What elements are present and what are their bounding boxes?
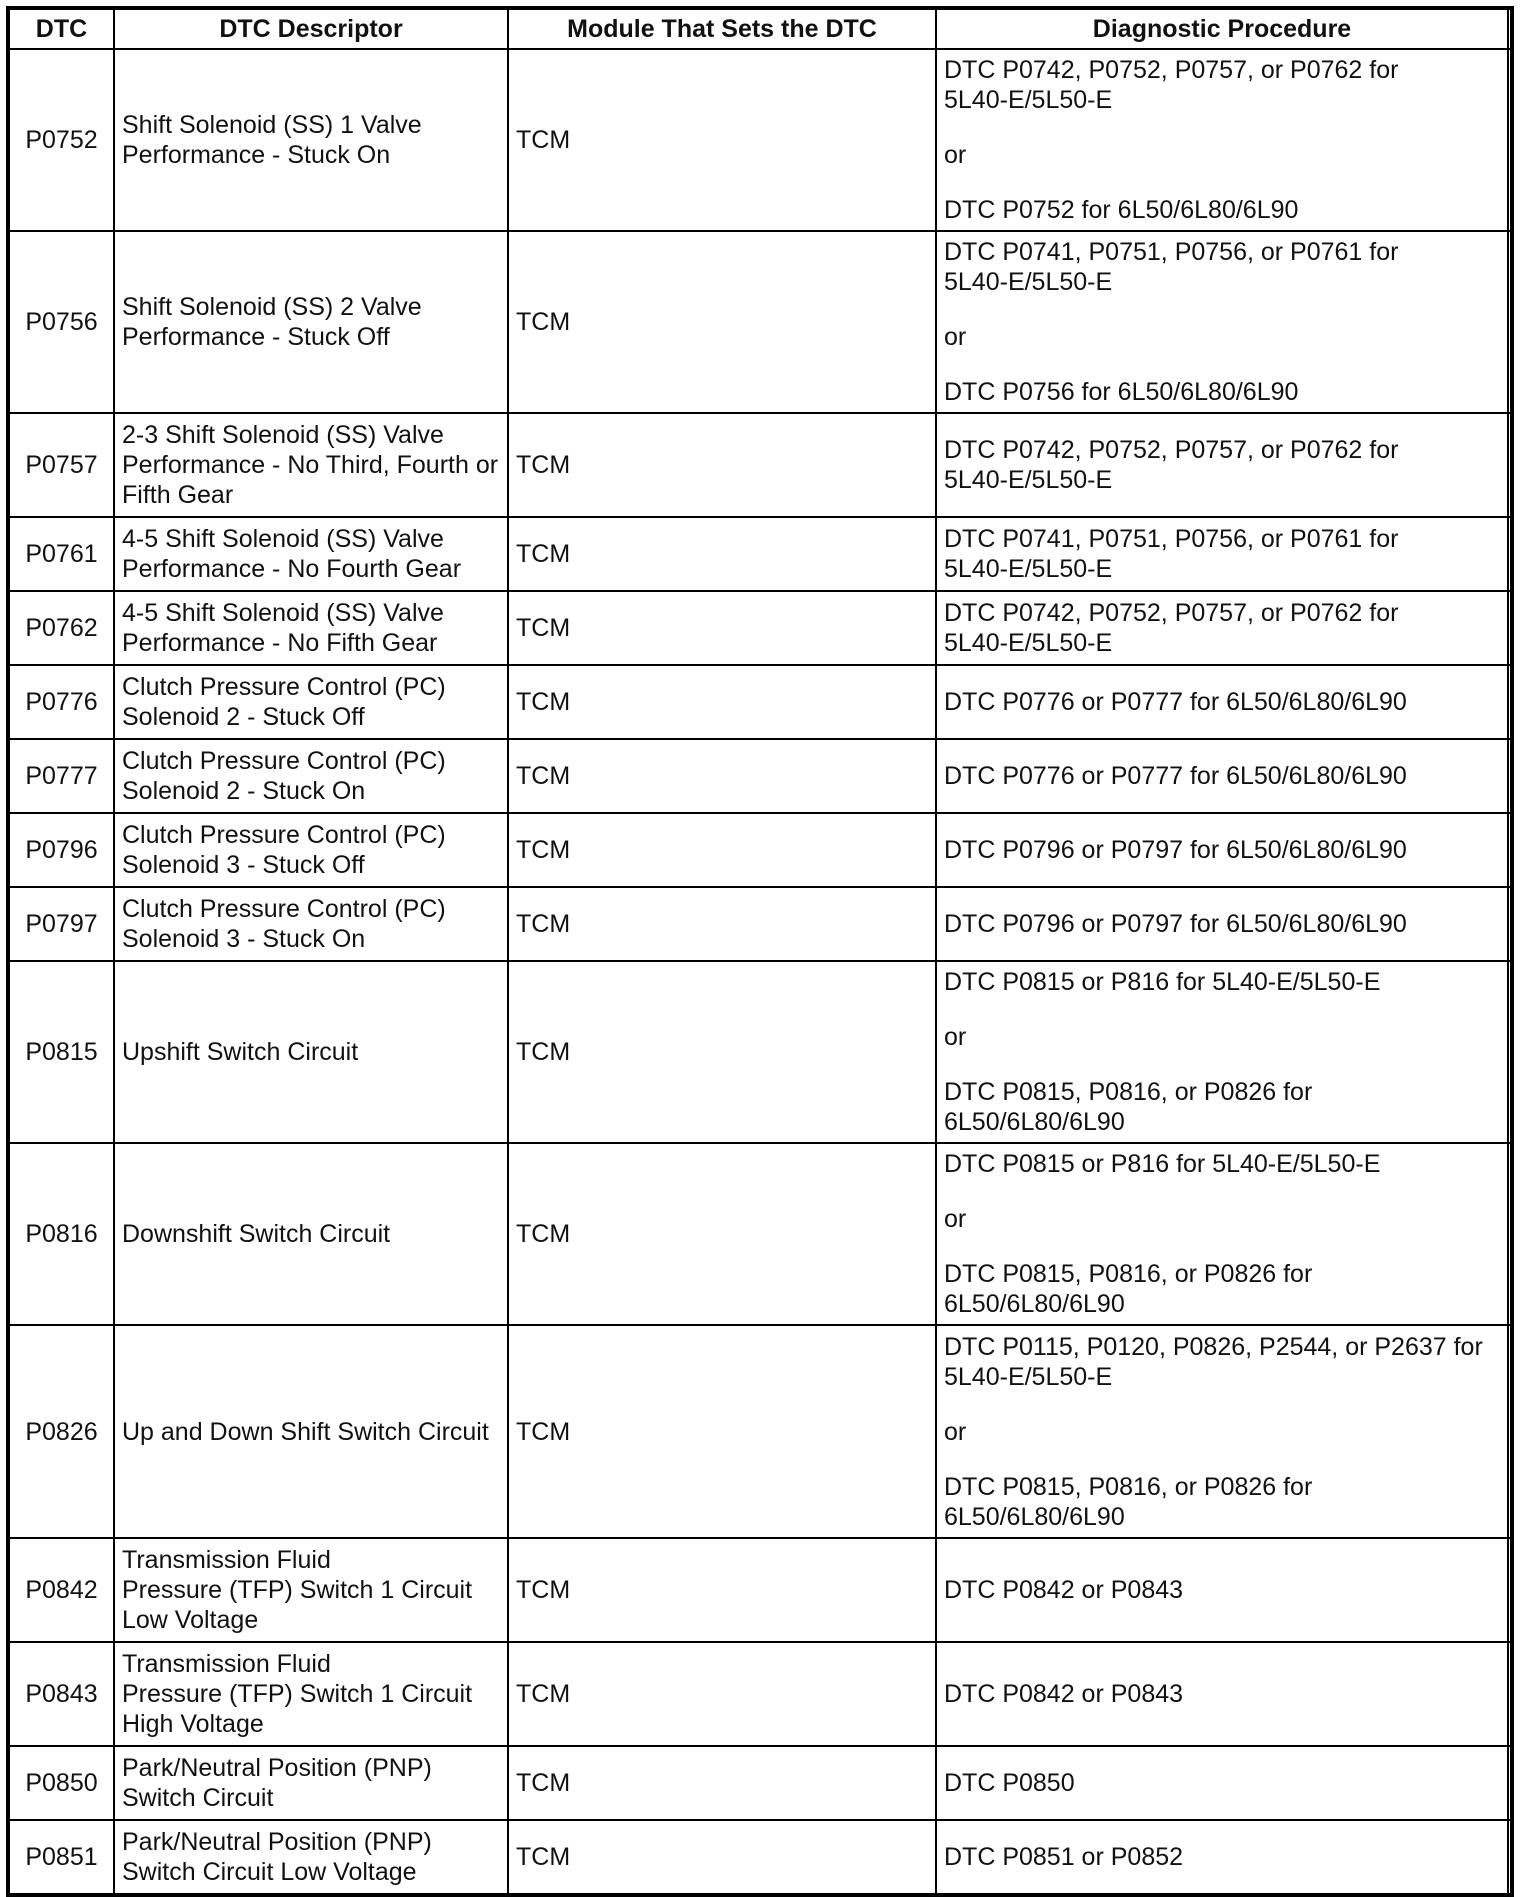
procedure-line: or [944,1023,967,1051]
dtc-descriptor-cell [114,887,508,961]
dtc-descriptor-cell [114,413,508,517]
procedure-line: DTC P0741, P0751, P0756, or P0761 for [944,238,1399,266]
descriptor-line: Park/Neutral Position (PNP) [122,1828,432,1856]
table-row [8,813,1512,887]
dtc-descriptor-cell [114,1642,508,1746]
descriptor-line: Shift Solenoid (SS) 2 Valve [122,293,422,321]
diagnostic-procedure-cell [936,1538,1508,1642]
procedure-line: DTC P0742, P0752, P0757, or P0762 for [944,599,1399,627]
descriptor-line: Transmission Fluid [122,1650,331,1678]
table-row [8,517,1512,591]
table-row [8,413,1512,517]
dtc-descriptor-cell [114,1746,508,1820]
procedure-line: 5L40-E/5L50-E [944,466,1113,494]
dtc-code-cell: P0815 [8,961,114,1143]
right-edge-cell [1508,813,1512,887]
right-edge-cell [1508,231,1512,413]
table-row [8,1642,1512,1746]
module-cell: TCM [508,665,936,739]
table-row [8,887,1512,961]
right-edge-cell [1508,961,1512,1143]
procedure-line: 5L40-E/5L50-E [944,1362,1113,1391]
module-cell: TCM [508,1820,936,1895]
descriptor-line: Park/Neutral Position (PNP) [122,1754,432,1782]
diagnostic-procedure-cell [936,49,1508,231]
dtc-code-cell: P0777 [8,739,114,813]
table-row [8,665,1512,739]
procedure-line: DTC P0851 or P0852 [944,1843,1184,1871]
procedure-line: DTC P0842 or P0843 [944,1576,1184,1604]
dtc-code-cell: P0816 [8,1143,114,1325]
descriptor-line: Solenoid 3 - Stuck On [122,925,366,953]
table-row [8,1325,1512,1538]
dtc-code-cell: P0851 [8,1820,114,1895]
descriptor-line: 4-5 Shift Solenoid (SS) Valve [122,599,444,627]
dtc-descriptor-cell [114,961,508,1143]
procedure-spacer [944,1447,1500,1472]
descriptor-line: Performance - No Fifth Gear [122,629,438,657]
right-edge-cell [1508,49,1512,231]
procedure-line: DTC P0815 or P816 for 5L40-E/5L50-E [944,1150,1381,1178]
descriptor-line: Performance - No Fourth Gear [122,555,462,583]
module-cell: TCM [508,1538,936,1642]
module-cell: TCM [508,739,936,813]
procedure-line: DTC P0741, P0751, P0756, or P0761 for [944,525,1399,553]
procedure-line: 6L50/6L80/6L90 [944,1108,1125,1136]
dtc-table-container [6,6,1514,1897]
procedure-line: DTC P0842 or P0843 [944,1680,1184,1708]
table-body [8,49,1512,1895]
dtc-descriptor-cell [114,1538,508,1642]
descriptor-line: 4-5 Shift Solenoid (SS) Valve [122,525,444,553]
diagnostic-procedure-cell [936,591,1508,665]
descriptor-line: Clutch Pressure Control (PC) [122,747,446,775]
module-cell: TCM [508,887,936,961]
procedure-line: 6L50/6L80/6L90 [944,1502,1125,1531]
procedure-spacer [944,997,1500,1022]
procedure-spacer [944,297,1500,322]
dtc-descriptor-cell [114,739,508,813]
right-edge-cell [1508,1538,1512,1642]
procedure-line: DTC P0850 [944,1769,1075,1797]
dtc-code-cell: P0797 [8,887,114,961]
descriptor-line: Clutch Pressure Control (PC) [122,673,446,701]
right-edge-cell [1508,517,1512,591]
descriptor-line: Performance - Stuck Off [122,323,390,351]
descriptor-line: Low Voltage [122,1606,259,1634]
dtc-descriptor-cell [114,665,508,739]
procedure-line: DTC P0752 for 6L50/6L80/6L90 [944,196,1299,224]
diagnostic-procedure-cell [936,413,1508,517]
module-cell: TCM [508,49,936,231]
dtc-descriptor-cell [114,1325,508,1538]
procedure-spacer [944,1179,1500,1204]
dtc-code-cell: P0796 [8,813,114,887]
diagnostic-procedure-cell [936,517,1508,591]
table-row [8,1538,1512,1642]
dtc-descriptor-cell [114,591,508,665]
procedure-line: or [944,323,967,351]
procedure-line: 6L50/6L80/6L90 [944,1290,1125,1318]
table-row [8,1746,1512,1820]
right-edge-cell [1508,1746,1512,1820]
table-row [8,591,1512,665]
descriptor-line: High Voltage [122,1710,264,1738]
dtc-descriptor-cell [114,517,508,591]
descriptor-line: Performance - Stuck On [122,141,391,169]
right-edge-cell [1508,1325,1512,1538]
header-module: Module That Sets the DTC [508,8,936,49]
dtc-table [6,6,1514,1897]
procedure-line: 5L40-E/5L50-E [944,629,1113,657]
descriptor-line: Solenoid 3 - Stuck Off [122,851,365,879]
header-diagnostic-procedure: Diagnostic Procedure [936,8,1508,49]
procedure-line: DTC P0776 or P0777 for 6L50/6L80/6L90 [944,688,1407,716]
procedure-line: DTC P0796 or P0797 for 6L50/6L80/6L90 [944,910,1407,938]
right-edge-cell [1508,665,1512,739]
module-cell: TCM [508,591,936,665]
descriptor-line: Switch Circuit [122,1784,274,1812]
module-cell: TCM [508,1143,936,1325]
procedure-line: DTC P0815, P0816, or P0826 for [944,1078,1313,1106]
procedure-line: DTC P0756 for 6L50/6L80/6L90 [944,378,1299,406]
diagnostic-procedure-cell [936,1642,1508,1746]
table-header-row [8,8,1512,49]
dtc-descriptor-cell [114,1143,508,1325]
dtc-descriptor-cell [114,49,508,231]
module-cell: TCM [508,413,936,517]
descriptor-line: Up and Down Shift Switch Circuit [122,1417,489,1446]
descriptor-line: Performance - No Third, Fourth or [122,451,499,479]
descriptor-line: Pressure (TFP) Switch 1 Circuit [122,1680,473,1708]
dtc-descriptor-cell [114,231,508,413]
header-dtc: DTC [8,8,114,49]
procedure-line: DTC P0742, P0752, P0757, or P0762 for [944,436,1399,464]
module-cell: TCM [508,1325,936,1538]
procedure-spacer [944,115,1500,140]
procedure-spacer [944,352,1500,377]
dtc-code-cell: P0843 [8,1642,114,1746]
procedure-line: DTC P0815, P0816, or P0826 for [944,1260,1313,1288]
diagnostic-procedure-cell [936,1325,1508,1538]
right-edge-cell [1508,8,1512,49]
procedure-line: or [944,141,967,169]
diagnostic-procedure-cell [936,665,1508,739]
procedure-line: 5L40-E/5L50-E [944,268,1113,296]
right-edge-cell [1508,591,1512,665]
descriptor-line: Pressure (TFP) Switch 1 Circuit [122,1576,473,1604]
dtc-code-cell: P0757 [8,413,114,517]
module-cell: TCM [508,231,936,413]
descriptor-line: Upshift Switch Circuit [122,1038,359,1066]
descriptor-line: Downshift Switch Circuit [122,1220,391,1248]
procedure-line: DTC P0815, P0816, or P0826 for [944,1472,1313,1501]
procedure-line: 5L40-E/5L50-E [944,555,1113,583]
table-row [8,49,1512,231]
module-cell: TCM [508,1642,936,1746]
diagnostic-procedure-cell [936,887,1508,961]
procedure-line: DTC P0742, P0752, P0757, or P0762 for [944,56,1399,84]
procedure-spacer [944,1392,1500,1417]
module-cell: TCM [508,961,936,1143]
right-edge-cell [1508,1642,1512,1746]
dtc-descriptor-cell [114,813,508,887]
procedure-line: DTC P0796 or P0797 for 6L50/6L80/6L90 [944,836,1407,864]
descriptor-line: Transmission Fluid [122,1546,331,1574]
procedure-line: DTC P0815 or P816 for 5L40-E/5L50-E [944,968,1381,996]
diagnostic-procedure-cell [936,231,1508,413]
descriptor-line: Solenoid 2 - Stuck Off [122,703,365,731]
descriptor-line: Fifth Gear [122,481,234,509]
table-row [8,1143,1512,1325]
descriptor-line: Clutch Pressure Control (PC) [122,895,446,923]
dtc-code-cell: P0842 [8,1538,114,1642]
procedure-spacer [944,1234,1500,1259]
descriptor-line: Clutch Pressure Control (PC) [122,821,446,849]
dtc-code-cell: P0756 [8,231,114,413]
procedure-line: or [944,1205,967,1233]
table-row [8,739,1512,813]
diagnostic-procedure-cell [936,1143,1508,1325]
dtc-code-cell: P0850 [8,1746,114,1820]
right-edge-cell [1508,739,1512,813]
dtc-code-cell: P0752 [8,49,114,231]
descriptor-line: Switch Circuit Low Voltage [122,1858,417,1886]
module-cell: TCM [508,813,936,887]
diagnostic-procedure-cell [936,961,1508,1143]
descriptor-line: 2-3 Shift Solenoid (SS) Valve [122,421,444,449]
module-cell: TCM [508,517,936,591]
dtc-code-cell: P0826 [8,1325,114,1538]
header-dtc-descriptor: DTC Descriptor [114,8,508,49]
procedure-line: or [944,1417,967,1446]
procedure-spacer [944,1052,1500,1077]
descriptor-line: Shift Solenoid (SS) 1 Valve [122,111,422,139]
procedure-line: 5L40-E/5L50-E [944,86,1113,114]
procedure-spacer [944,170,1500,195]
right-edge-cell [1508,1143,1512,1325]
table-row [8,231,1512,413]
procedure-line: DTC P0115, P0120, P0826, P2544, or P2637 for [944,1332,1483,1361]
module-cell: TCM [508,1746,936,1820]
procedure-line: DTC P0776 or P0777 for 6L50/6L80/6L90 [944,762,1407,790]
diagnostic-procedure-cell [936,813,1508,887]
right-edge-cell [1508,887,1512,961]
right-edge-cell [1508,413,1512,517]
descriptor-line: Solenoid 2 - Stuck On [122,777,366,805]
dtc-code-cell: P0762 [8,591,114,665]
dtc-code-cell: P0776 [8,665,114,739]
diagnostic-procedure-cell [936,739,1508,813]
dtc-code-cell: P0761 [8,517,114,591]
table-row [8,961,1512,1143]
diagnostic-procedure-cell [936,1746,1508,1820]
